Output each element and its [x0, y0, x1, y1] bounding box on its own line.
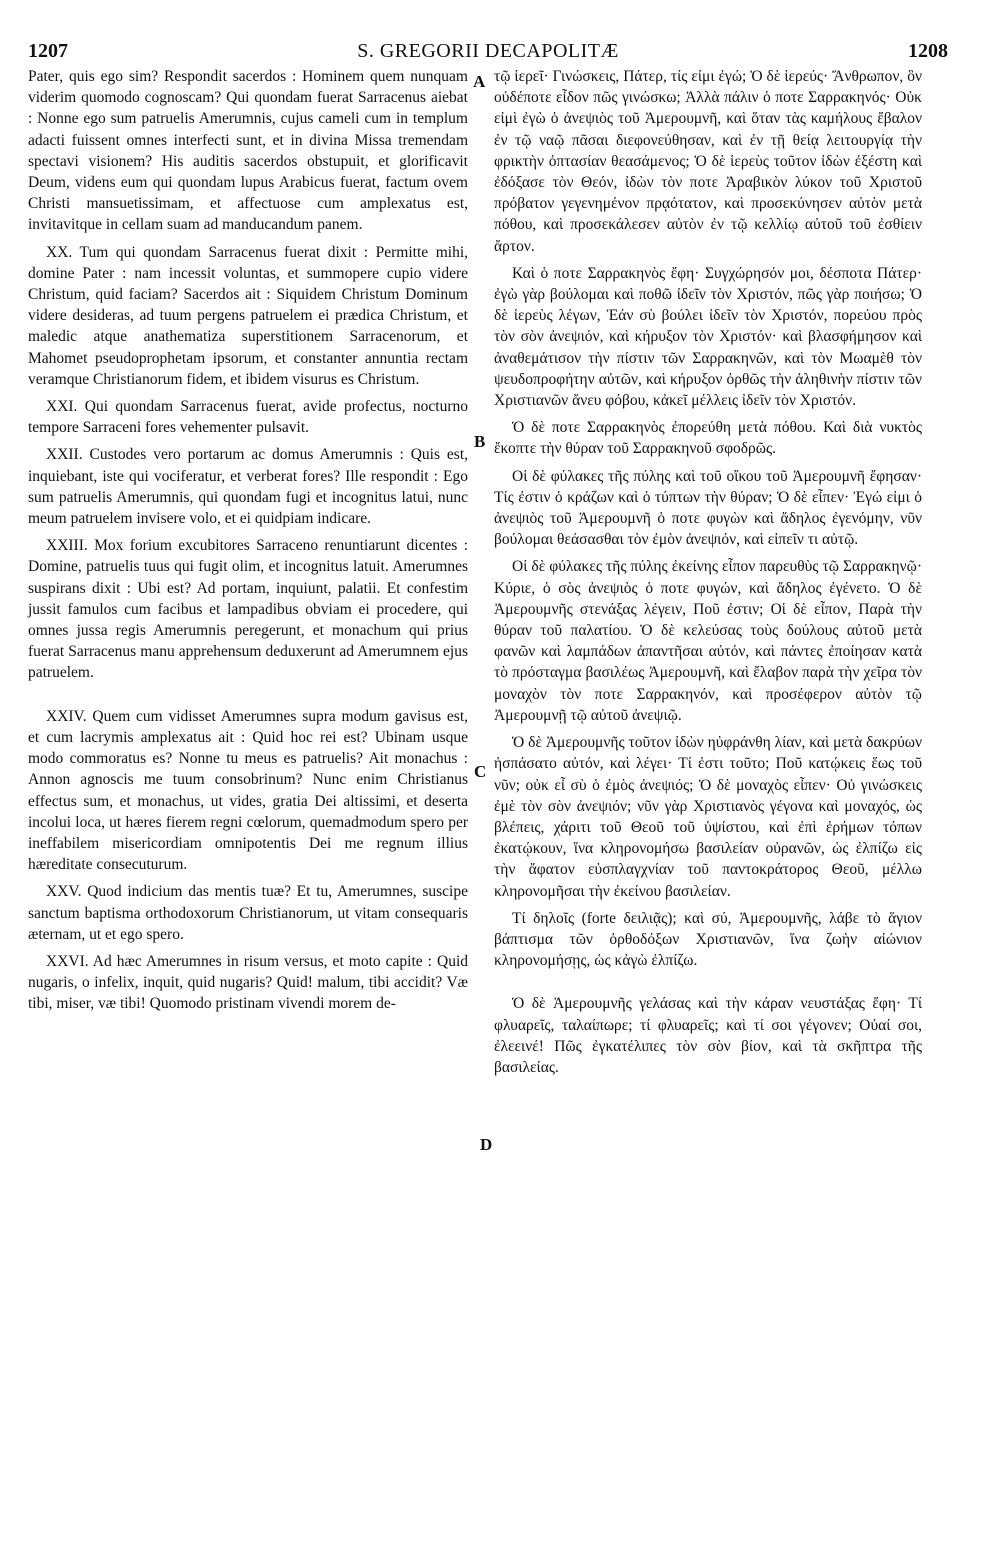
greek-paragraph: Καὶ ὁ ποτε Σαρρακηνὸς ἔφη· Συγχώρησόν μοι, δέσποτα Πάτερ· ἐγὼ γὰρ βούλομαι καὶ ποθῶ ἰδεῖν τὸν Χριστόν, πῶς γὰρ ποιήσω; Ὁ δὲ ἱερεὺς λέγων, Ἐάν σὺ βούλει ἰδεῖν τὸν Χριστόν, πορεύου πρὸς τὸν σὸν ἀνεψιόν, καὶ κήρυξον τὸν Χριστόν· καὶ βλασφήμησον καὶ ἀναθεμάτισον τὴν πίστιν τῶν Σαρρακηνῶν, καὶ τὸν Μωαμὲθ τὸν ψευδοπροφήτην αὐτῶν, καὶ κήρυξον ὀρθῶς τὴν ἀληθινὴν πίστιν τῶν Χριστιανῶν ἄνευ φόβου, κἀκεῖ μέλλεις ἰδεῖν τὸν Χριστόν.: [494, 264, 922, 410]
right-page-number: 1208: [908, 40, 948, 62]
page-header: [28, 40, 948, 66]
running-title: S. GREGORII DECAPOLITÆ: [357, 40, 619, 62]
greek-column: [494, 66, 922, 1084]
greek-paragraph: Ὁ δὲ ποτε Σαρρακηνὸς ἐπορεύθη μετὰ πόθου. Καὶ διὰ νυκτὸς ἔκοπτε τὴν θύραν τοῦ Σαρρακηνοῦ σφοδρῶς.: [494, 419, 922, 458]
greek-paragraph: Τί δηλοῖς (forte δειλιᾷς); καὶ σύ, Ἀμερουμνῆς, λάβε τὸ ἅγιον βάπτισμα τῶν ὀρθοδόξων Χριστιανῶν, ἵνα ζωὴν αἰώνιον κληρονομήσῃς, ὡς κἀγὼ ἐλπίζω.: [494, 909, 922, 970]
latin-paragraph: Pater, quis ego sim? Respondit sacerdos : Hominem quem nunquam viderim quomodo cognoscam? Qui quondam fuerat Sarracenus aiebat : Nonne ego sum patruelis Amerumnis, cujus cameli cum in templum adacti fuissent omnes interfecti sunt, et in divina Missa tremendam spectavi visionem? His auditis sacerdos obstupuit, et glorificavit Deum, videns eum qui quondam lupus Arabicus fuerat, factum ovem Christi mansuetissimam, et affectuose cum amplexatus est, invitavitque in cellam suam ad manducandum panem.: [28, 68, 468, 234]
greek-paragraph: Ὁ δὲ Ἀμερουμνῆς τοῦτον ἰδὼν ηὐφράνθη λίαν, καὶ μετὰ δακρύων ἠσπάσατο αὐτόν, καὶ λέγει· Τί ἐστι τοῦτο; Ποῦ κατῴκεις ἕως τοῦ νῦν; οὐκ εἶ σὺ ὁ ἐμὸς ἀνεψιός; Ὁ δὲ μοναχὸς εἶπεν· Οὐ γινώσκεις ἐμὲ τὸν σὸν ἀνεψιόν; νῦν γὰρ Χριστιανὸς γέγονα καὶ μοναχός, ὡς βλέπεις, χάριτι τοῦ Θεοῦ τοῦ ὑψίστου, καὶ ἐπὶ ἐρήμων τόπων ἐκατῴκουν, ἵνα κληρονομήσω βασιλείαν οὐρανῶν, ὡς ἐλπίζω εἰς τὴν ἄφατον εὐσπλαγχνίαν τοῦ παντοκράτορος Θεοῦ, μέλλω κληρονομῆσαι τὴν ἐκείνου βασιλείαν.: [494, 734, 922, 900]
latin-paragraph: XXVI. Ad hæc Amerumnes in risum versus, et moto capite : Quid nugaris, o infelix, inquit, quid nugaris? Quid! malum, tibi accidit? Væ tibi, miser, væ tibi! Quomodo pristinam vivendi morem de-: [28, 952, 468, 1013]
margin-letter-a: A: [473, 72, 486, 91]
latin-paragraph: XX. Tum qui quondam Sarracenus fuerat dixit : Permitte mihi, domine Pater : nam incessit voluntas, et summopere cupio videre Christum, quid faciam? Sacerdos ait : Siquidem Christum Dominum videre desideras, ad tuum pergens patruelem ei prædica Christum, et maledic atque anathematiza superstitionem Sarracenorum, et Mahomet pseudoprophetam ipsorum, et constanter annuntia rectam veramque Christianorum fidem, et ibidem visurus es Christum.: [28, 243, 468, 388]
margin-letter-b: B: [474, 432, 486, 451]
greek-paragraph: τῷ ἱερεῖ· Γινώσκεις, Πάτερ, τίς εἰμι ἐγώ; Ὁ δὲ ἱερεύς· Ἄνθρωπον, ὃν οὐδέποτε εἶδον πῶς γινώσκω; Ἀλλὰ πάλιν ὁ ποτε Σαρρακηνός· Οὐκ εἰμὶ ἐγὼ ὁ ἀνεψιὸς τοῦ Ἀμερουμνῆ, καὶ ὅταν τὰς καμήλους ἔβαλον ἐν τῷ ναῷ πᾶσαι διεφονεύθησαν, καὶ ἐν τῇ θείᾳ λειτουργίᾳ τὴν φρικτὴν ὀπτασίαν θεασάμενος; Ὁ δὲ ἱερεὺς τοῦτον ἰδὼν ἐξέστη καὶ ἐδόξασε τὸν Θεόν, ἰδὼν τὸν ποτε Ἀραβικὸν λύκον τοῦ Χριστοῦ πρόβατον γεγενημένον πρᾳότατον, καὶ προσεκύνησεν αὐτὸν μετὰ πόθου, καὶ προσεκάλεσεν αὐτὸν ἐν τῷ κελλίῳ αὐτοῦ τοῦ ἐσθίειν ἄρτον.: [494, 68, 922, 255]
margin-letter-d: D: [480, 1135, 493, 1154]
greek-paragraph: Οἱ δὲ φύλακες τῆς πύλης ἐκείνης εἶπον παρευθὺς τῷ Σαρρακηνῷ· Κύριε, ὁ σὸς ἀνεψιὸς ὁ ποτε φυγών, καὶ ἄδηλος ἐγένετο. Ὁ δὲ Ἀμερουμνῆς στενάξας λέγειν, Ποῦ ἐστιν; Οἱ δὲ εἶπον, Παρὰ τὴν θύραν τοῦ παλατίου. Ὁ δὲ κελεύσας τοὺς δούλους αὐτοῦ μετὰ φανῶν καὶ λαμπάδων ἀπαντῆσαι αὐτόν, καὶ πάντες ἐποίησαν κατὰ τὸ πρόσταγμα βασιλέως Ἀμερουμνῆ, καὶ ἔλαβον παρὰ τὴν χεῖρα τὸν μοναχὸν τὸν ποτε Σαρρακηνόν, καὶ προσέφερον αὐτὸν τῷ Ἀμερουμνῇ τῷ αὐτοῦ ἀνεψιῷ.: [494, 558, 922, 724]
latin-paragraph: XXIII. Mox forium excubitores Sarraceno renuntiarunt dicentes : Domine, patruelis tuus qui fugit olim, et incognitus latuit. Amerumnes suspirans dixit : Ubi est? Ad portam, inquiunt, palatii. Et confestim jussit famulos cum facibus et lampadibus obviam ei procedere, qui omnes jussa regis Amerumnis peregerunt, et monachum qui prius fuerat Sarracenus manu apprehensum deduxerunt ad Amerumnem ejus patruelem.: [28, 537, 468, 682]
latin-column: [28, 66, 468, 1021]
latin-paragraph: XXV. Quod indicium das mentis tuæ? Et tu, Amerumnes, suscipe sanctum baptisma orthodoxorum Christianorum, ut vitam consequaris æternam, ut et ego spero.: [28, 883, 468, 943]
latin-paragraph: XXI. Qui quondam Sarracenus fuerat, avide profectus, nocturno tempore Sarraceni fores vehementer pulsavit.: [28, 398, 468, 437]
margin-letter-c: C: [474, 762, 487, 781]
greek-paragraph: Ὁ δὲ Ἀμερουμνῆς γελάσας καὶ τὴν κάραν νευστάξας ἔφη· Τί φλυαρεῖς, ταλαίπωρε; τί φλυαρεῖς; καὶ τί σοι γέγονεν; Οὐαί σοι, ἐλεεινέ! Πῶς ἐγκατέλιπες τὸν σὸν βίον, καὶ τὰ σκῆπτρα τῆς βασιλείας.: [494, 995, 922, 1076]
latin-paragraph: XXIV. Quem cum vidisset Amerumnes supra modum gavisus est, et cum lacrymis amplexatus ait : Quid hoc rei est? Ubinam usque modo commoratus es? Nonne tu meus es patruelis? Ait monachus : Annon agnoscis me tuum consobrinum? Nunc enim Christianus effectus sum, et monachus, ut vides, gratia Dei altissimi, et deserta incolui loca, ut hæres fierem regni cœlorum, quemadmodum spero per ineffabilem misericordiam omnipotentis Dei me regnum illius hæreditate consecuturum.: [28, 707, 468, 874]
greek-paragraph: Οἱ δὲ φύλακες τῆς πύλης καὶ τοῦ οἴκου τοῦ Ἀμερουμνῆ ἔφησαν· Τίς ἐστιν ὁ κράζων καὶ ὁ τύπτων τὴν θύραν; Ὁ δὲ εἶπεν· Ἐγώ εἰμι ὁ ἀνεψιὸς τοῦ Ἀμερουμνῆ ὁ ποτε φυγὼν καὶ ἄδηλος ἐγενόμην, νῦν βούλομαι θεάσασθαι τὸν ἐμὸν ἀνεψιόν, καὶ εἰπεῖν τι αὐτῷ.: [494, 467, 922, 549]
left-page-number: 1207: [28, 40, 68, 62]
latin-paragraph: XXII. Custodes vero portarum ac domus Amerumnis : Quis est, inquiebant, iste qui vociferatur, et verberat fores? Ille respondit : Ego sum patruelis Amerumnis, qui quondam fugi et incognitus latui, nunc meum patruelem invisere volo, et ei quidpiam indicare.: [28, 446, 468, 528]
